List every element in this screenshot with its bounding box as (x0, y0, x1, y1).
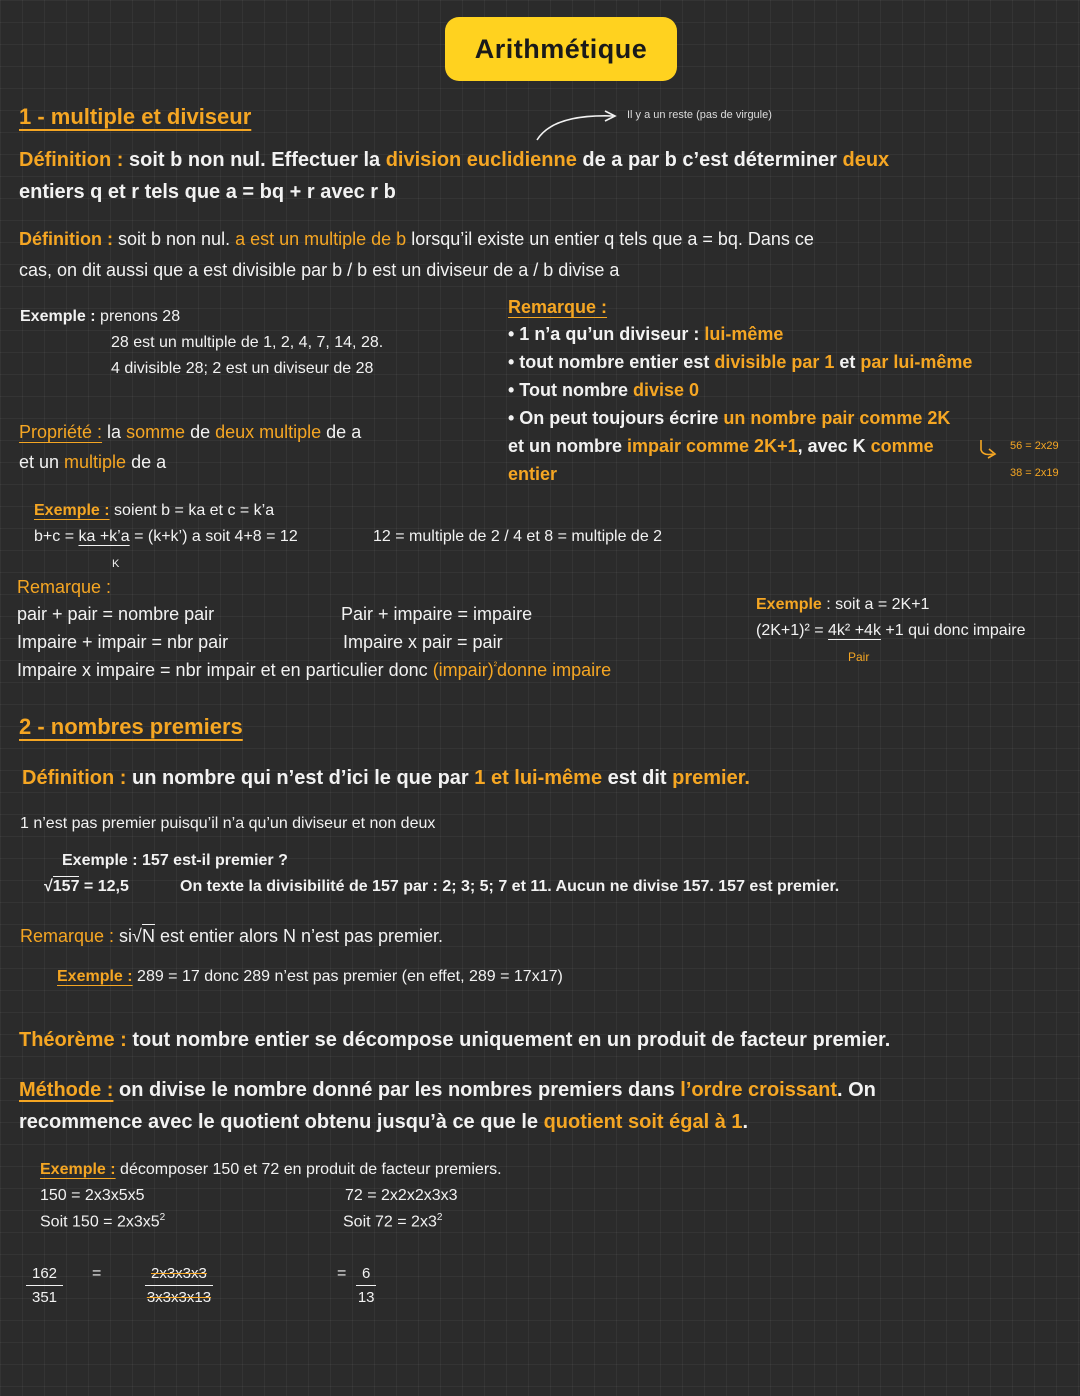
sqrt-value: 157 (52, 878, 80, 895)
decompose-150: 150 = 2x3x5x5 (40, 1187, 145, 1204)
brace-label: K (112, 558, 120, 570)
property-highlight-1: somme (126, 422, 186, 442)
prime-note: 1 n’est pas premier puisqu’il n’a qu’un diviseur et non deux (20, 815, 436, 832)
property-line1 (19, 422, 361, 443)
remark-bullet-1 (508, 324, 783, 345)
method-l2-end: . (742, 1111, 749, 1133)
remark-b4-text: • On peut toujours écrire (508, 408, 724, 428)
remark-b5-text-2: , avec K (797, 436, 871, 456)
definition-prime (22, 767, 750, 790)
remark2-rule-3 (17, 660, 611, 681)
definition-multiple (19, 229, 814, 250)
section1-heading: 1 - multiple et diviseur (19, 104, 252, 129)
example1-line3: 4 divisible 28; 2 est un diviseur de 28 (111, 360, 374, 377)
definition-euclid (19, 149, 889, 172)
example3-line1 (756, 596, 929, 614)
side-example-1: 56 = 2x29 (1010, 440, 1059, 452)
remark2-rule-5: Impaire x pair = pair (343, 632, 503, 652)
remark-b5-text-1: et un nombre (508, 436, 628, 456)
remark-bullet-3 (508, 380, 699, 401)
method-l2-highlight: quotient soit égal à 1 (543, 1111, 743, 1133)
remark-b1-text: • 1 n’a qu’un diviseur : (508, 324, 705, 344)
decompose-72-exponent: 2 (436, 1212, 443, 1223)
sqrt-result: = 12,5 (79, 878, 129, 895)
example2-text-2: = (k+k’) a soit 4+8 = 12 (129, 528, 298, 545)
remark-label: Remarque : (20, 926, 115, 946)
def-prime-highlight-2: premier. (672, 767, 750, 789)
remark-label: Remarque : (508, 297, 608, 317)
property-label: Propriété : (19, 422, 103, 442)
method-label: Méthode : (19, 1079, 114, 1101)
example1-line1 (20, 308, 180, 326)
remark2-label: Remarque : (17, 577, 112, 597)
remark-b1-highlight: lui-même (704, 324, 784, 344)
remark-b2-highlight-1: divisible par 1 (714, 352, 835, 372)
fraction-3-numerator: 6 (356, 1265, 376, 1286)
example-prime-calc (44, 878, 129, 896)
remark2-rule-2: Impaire + impair = nbr pair (17, 632, 229, 652)
decompose-150-exponent: 2 (159, 1212, 166, 1223)
remark-prime (20, 926, 443, 947)
remark2-r3-highlight-1: (impair) (432, 660, 494, 680)
def1-highlight-2: deux (842, 149, 890, 171)
example3-text-1: (2K+1) (756, 622, 805, 639)
fraction-1-numerator: 162 (26, 1265, 63, 1286)
remark-b4-highlight: un nombre pair comme 2K (723, 408, 951, 428)
def2-highlight: a est un multiple de b (235, 229, 407, 249)
curved-arrow-icon (533, 104, 623, 144)
example-label: Exemple : (57, 968, 133, 985)
method-l2-text: recommence avec le quotient obtenu jusqu’à ce que le (19, 1111, 544, 1133)
def-prime-highlight-1: 1 et lui-même (474, 767, 603, 789)
remark2-r3-text: Impaire x impaire = nbr impair et en particulier donc (17, 660, 433, 680)
arrow-note: Il y a un reste (pas de virgule) (627, 109, 772, 121)
hook-arrow-icon (975, 438, 1003, 462)
remark-b5-highlight-2: comme (870, 436, 934, 456)
method-text-2: . On (836, 1079, 876, 1101)
remark2-r3-exponent: ² (493, 661, 498, 672)
example3-line2 (756, 622, 1025, 640)
decompose-72-result (343, 1212, 442, 1231)
side-example-2: 38 = 2x19 (1010, 467, 1059, 479)
example-decompose-text: décomposer 150 et 72 en produit de facteur premiers. (115, 1161, 502, 1178)
def1-line2: entiers q et r tels que a = bq + r avec r b (19, 181, 396, 203)
property-text-3: de a (321, 422, 362, 442)
def2-text-1: soit b non nul. (112, 229, 236, 249)
example-label: Exemple : (20, 308, 96, 325)
decompose-72-text: Soit 72 = 2x3 (343, 1213, 437, 1231)
fraction-2-denominator: 3x3x3x13 (146, 1289, 212, 1306)
fraction-1-denominator: 351 (32, 1289, 58, 1306)
section2-heading: 2 - nombres premiers (19, 714, 243, 739)
definition-label: Définition : (19, 149, 124, 171)
def1-text-1: soit b non nul. Effectuer la (123, 149, 386, 171)
example3-brace-label: Pair (848, 650, 870, 664)
remark-prime-n: N (141, 926, 155, 946)
fraction-2-numerator: 2x3x3x3 (145, 1265, 213, 1286)
example2-note: 12 = multiple de 2 / 4 et 8 = multiple de 2 (373, 528, 663, 545)
remark2-rule-4: Pair + impaire = impaire (341, 604, 533, 624)
equals-sign-2: = (337, 1265, 347, 1282)
page-title: Arithmétique (445, 17, 677, 81)
example-prime-conclusion: On texte la divisibilité de 157 par : 2; 3; 5; 7 et 11. Aucun ne divise 157. 157 est premier. (180, 878, 840, 895)
theorem-label: Théorème : (19, 1029, 127, 1051)
theorem-text: tout nombre entier se décompose uniquement en un produit de facteur premier. (126, 1029, 891, 1051)
remark-b3-highlight: divise 0 (632, 380, 700, 400)
fraction-simplify (145, 1265, 213, 1306)
example2-line1 (34, 502, 274, 520)
example-289-text: 289 = 17 donc 289 n’est pas premier (en effet, 289 = 17x17) (132, 968, 563, 985)
remark-prime-text-2: est entier alors N n’est pas premier. (154, 926, 444, 946)
example2-text: soient b = ka et c = k’a (109, 502, 275, 519)
example3-text: : soit a = 2K+1 (821, 596, 930, 613)
property-line2 (19, 452, 166, 473)
property-l2-text-2: de a (126, 452, 167, 472)
remark-bullet-4-line3: entier (508, 464, 558, 484)
example2-text-1: b+c = (34, 528, 79, 545)
remark2-r3-highlight-2: donne impaire (497, 660, 612, 680)
property-l2-text-1: et un (19, 452, 65, 472)
fraction-3-denominator: 13 (357, 1289, 375, 1306)
method-highlight: l’ordre croissant (680, 1079, 837, 1101)
sqrt-icon: √ (44, 878, 53, 895)
remark-b3-text: • Tout nombre (508, 380, 633, 400)
example2-underlined: ka +k’a (78, 528, 130, 545)
definition-label: Définition : (22, 767, 127, 789)
example3-text-3: +1 qui donc impaire (880, 622, 1026, 639)
def-prime-text-2: est dit (602, 767, 673, 789)
sqrt-icon: √ (132, 926, 142, 946)
example-label: Exemple : (34, 502, 110, 519)
property-highlight-2: deux multiple (215, 422, 322, 442)
remark-b2-text-2: et (834, 352, 861, 372)
example-289 (57, 968, 563, 986)
example3-text-2: ² = (804, 622, 829, 639)
remark2-rule-1: pair + pair = nombre pair (17, 604, 215, 624)
example1-line2: 28 est un multiple de 1, 2, 4, 7, 14, 28. (111, 334, 384, 351)
method-text-1: on divise le nombre donné par les nombres premiers dans (113, 1079, 681, 1101)
definition-label: Définition : (19, 229, 113, 249)
def-prime-text-1: un nombre qui n’est d’ici le que par (126, 767, 475, 789)
remark-prime-text-1: si (114, 926, 133, 946)
example-decompose (40, 1161, 502, 1179)
decompose-72: 72 = 2x2x2x3x3 (345, 1187, 458, 1204)
decompose-150-text: Soit 150 = 2x3x5 (40, 1213, 160, 1231)
decompose-150-result (40, 1212, 165, 1231)
property-text-2: de (185, 422, 216, 442)
equals-sign-1: = (92, 1265, 102, 1282)
def2-text-2: lorsqu’il existe un entier q tels que a = bq. Dans ce (406, 229, 814, 249)
fraction-6-13 (356, 1265, 376, 1306)
remark-b2-text-1: • tout nombre entier est (508, 352, 715, 372)
example-label: Exemple (756, 596, 822, 613)
example3-underlined: 4k² +4k (828, 622, 881, 639)
fraction-162-351 (26, 1265, 63, 1306)
remark-b2-highlight-2: par lui-même (860, 352, 973, 372)
example1-text: prenons 28 (95, 308, 181, 325)
example-prime-question: Exemple : 157 est-il premier ? (62, 852, 288, 869)
theorem (19, 1029, 890, 1052)
remark-bullet-2 (508, 352, 972, 373)
example2-line2 (34, 528, 298, 546)
remark-bullet-4 (508, 408, 950, 429)
def2-line2: cas, on dit aussi que a est divisible par b / b est un diviseur de a / b divise a (19, 260, 620, 280)
example-label: Exemple : (40, 1161, 116, 1178)
method-line2 (19, 1111, 748, 1134)
method-line1 (19, 1079, 876, 1102)
property-text-1: la (102, 422, 127, 442)
remark-bullet-4-line2 (508, 436, 934, 457)
def1-highlight-1: division euclidienne (385, 149, 577, 171)
property-l2-highlight: multiple (64, 452, 127, 472)
remark-b5-highlight-1: impair comme 2K+1 (627, 436, 798, 456)
def1-text-2: de a par b c’est déterminer (576, 149, 843, 171)
